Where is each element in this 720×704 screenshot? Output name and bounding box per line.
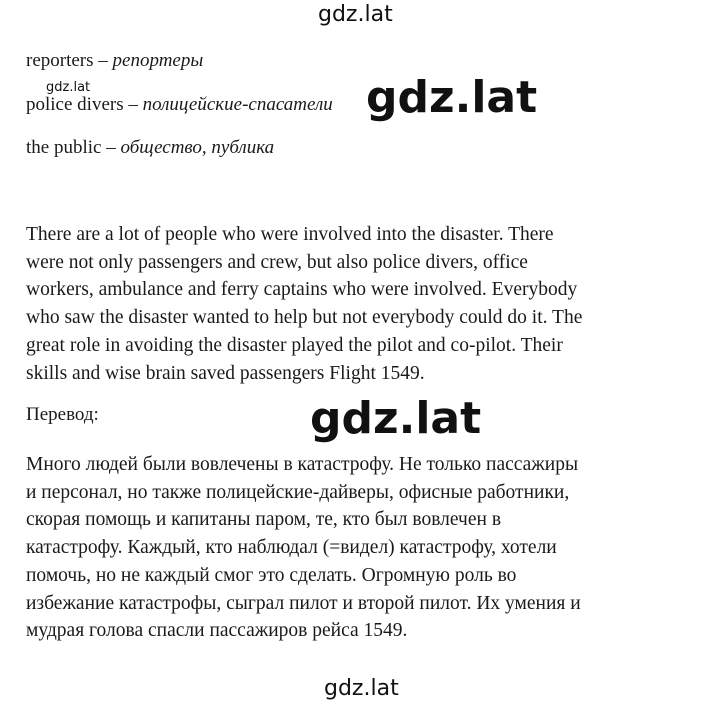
- paragraph-line: мудрая голова спасли пассажиров рейса 1549.: [26, 620, 408, 642]
- paragraph-line: were not only passengers and crew, but also police divers, office: [26, 251, 528, 273]
- vocab-item-the-public: [26, 137, 274, 159]
- watermark-large-1: gdz.lat: [366, 72, 538, 123]
- paragraph-line: There are a lot of people who were involved into the disaster. There: [26, 224, 554, 245]
- watermark-bottom: gdz.lat: [324, 676, 399, 701]
- paragraph-line: workers, ambulance and ferry captains who were involved. Everybody: [26, 279, 578, 301]
- translation-heading: Перевод:: [26, 404, 99, 425]
- paragraph-line: и персонал, но также полицейские-дайверы, офисные работники,: [26, 481, 570, 503]
- paragraph-line: избежание катастрофы, сыграл пилот и второй пилот. Их умения и: [26, 592, 581, 614]
- english-paragraph: [26, 221, 666, 387]
- vocab-term: reporters: [26, 50, 94, 71]
- vocab-separator: –: [123, 94, 143, 115]
- paragraph-line: скорая помощь и капитаны паром, те, кто был вовлечен в: [26, 509, 502, 531]
- vocab-translation: репортеры: [112, 50, 204, 71]
- russian-paragraph: [26, 451, 666, 645]
- paragraph-line: skills and wise brain saved passengers Flight 1549.: [26, 362, 425, 384]
- vocab-translation: общество, публика: [120, 137, 275, 158]
- paragraph-line: Много людей были вовлечены в катастрофу. Не только пассажиры: [26, 454, 579, 475]
- vocab-separator: –: [101, 137, 121, 158]
- vocab-translation: полицейские-спасатели: [142, 94, 333, 115]
- vocab-item-police-divers: [26, 94, 333, 116]
- paragraph-line: great role in avoiding the disaster played the pilot and co-pilot. Their: [26, 334, 563, 356]
- paragraph-line: who saw the disaster wanted to help but not everybody could do it. The: [26, 307, 583, 329]
- vocab-term: the public: [26, 137, 102, 158]
- vocab-separator: –: [93, 50, 113, 71]
- vocab-item-reporters: [26, 50, 203, 72]
- watermark-small: gdz.lat: [46, 80, 91, 95]
- paragraph-line: катастрофу. Каждый, кто наблюдал (=видел) катастрофу, хотели: [26, 537, 557, 559]
- watermark-top: gdz.lat: [318, 2, 393, 27]
- vocab-term: police divers: [26, 94, 124, 115]
- watermark-large-2: gdz.lat: [310, 393, 482, 444]
- paragraph-line: помочь, но не каждый смог это сделать. Огромную роль во: [26, 564, 517, 586]
